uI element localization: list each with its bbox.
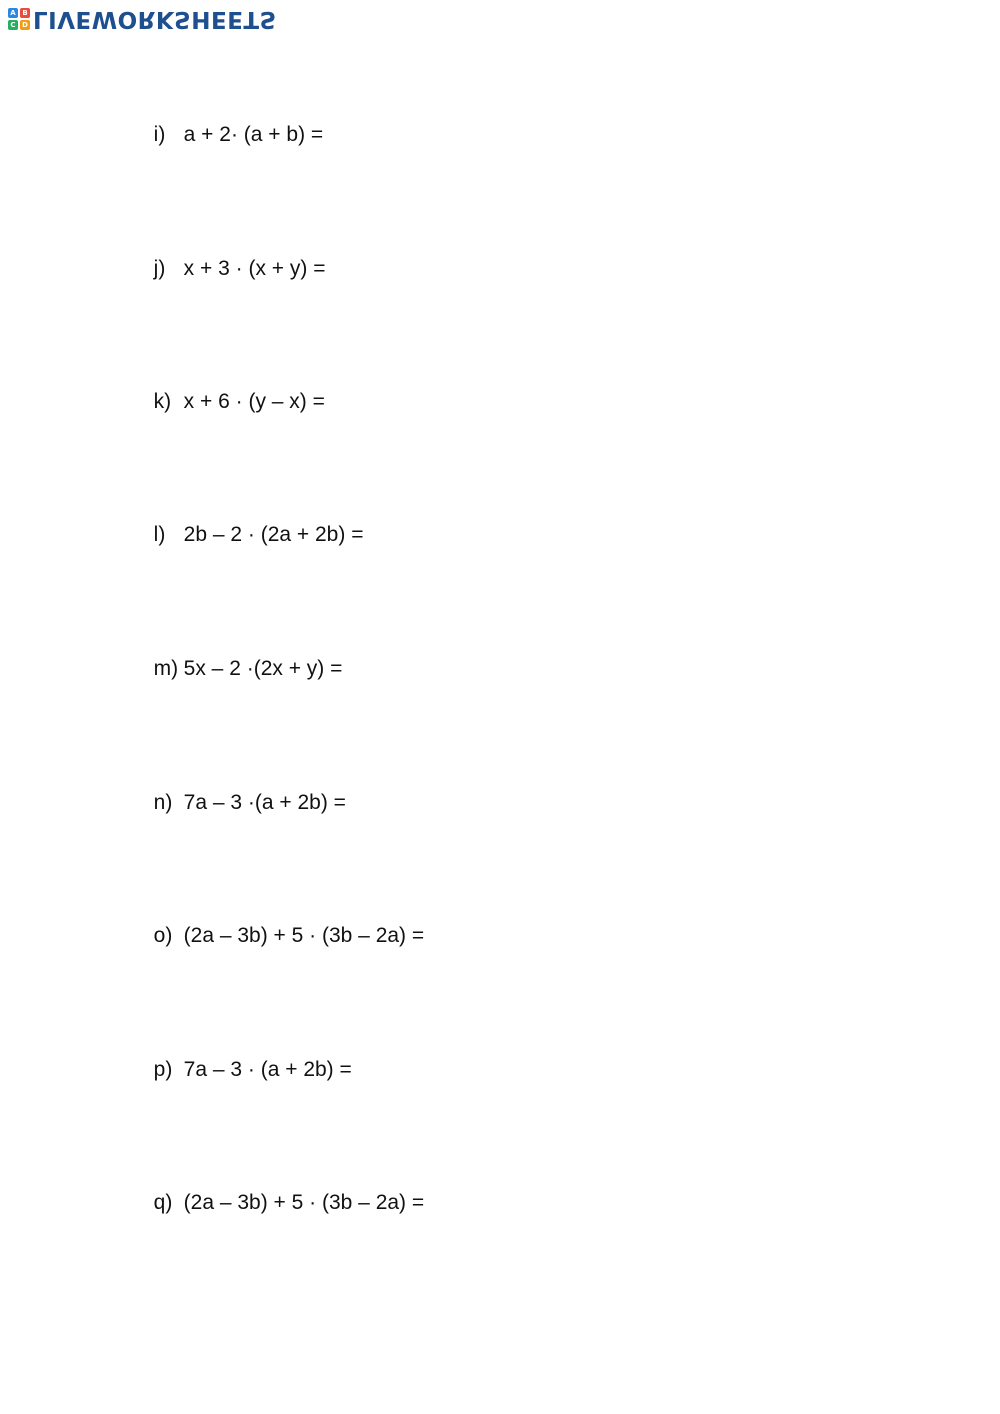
exercise-label: o): [153, 924, 173, 947]
exercise-label: q): [153, 1191, 173, 1214]
exercise-label: l): [153, 523, 166, 546]
exercise-expression: a + 2· (a + b) =: [183, 123, 324, 146]
exercise-l: [142, 499, 363, 547]
exercise-q: [142, 1167, 424, 1215]
exercise-expression: x + 6 · (y – x) =: [183, 390, 325, 413]
logo-block: B: [20, 8, 30, 18]
logo-blocks-icon: [8, 8, 30, 30]
exercise-expression: x + 3 · (x + y) =: [183, 257, 326, 280]
logo-block: A: [8, 8, 18, 18]
exercise-o: [142, 900, 424, 948]
exercise-j: [142, 233, 325, 281]
exercise-i: [142, 99, 323, 147]
logo-block: D: [20, 20, 30, 30]
exercise-label: n): [153, 791, 173, 814]
exercise-m: [142, 633, 342, 681]
logo-text: LIVEWORKSHEETS: [33, 6, 277, 32]
exercise-expression: 2b – 2 · (2a + 2b) =: [183, 523, 364, 546]
exercise-label: j): [153, 257, 166, 280]
exercise-expression: 5x – 2 ·(2x + y) =: [183, 657, 343, 680]
exercise-expression: (2a – 3b) + 5 · (3b – 2a) =: [183, 924, 425, 947]
logo-block: C: [8, 20, 18, 30]
exercise-expression: 7a – 3 ·(a + 2b) =: [183, 791, 346, 814]
liveworksheets-logo: [8, 6, 277, 32]
exercise-label: p): [153, 1058, 173, 1081]
exercise-p: [142, 1034, 352, 1082]
exercise-n: [142, 767, 346, 815]
exercise-expression: (2a – 3b) + 5 · (3b – 2a) =: [183, 1191, 425, 1214]
exercise-k: [142, 366, 325, 414]
exercise-expression: 7a – 3 · (a + 2b) =: [183, 1058, 352, 1081]
exercise-label: k): [153, 390, 172, 413]
exercise-label: m): [153, 657, 179, 680]
exercise-label: i): [153, 123, 166, 146]
